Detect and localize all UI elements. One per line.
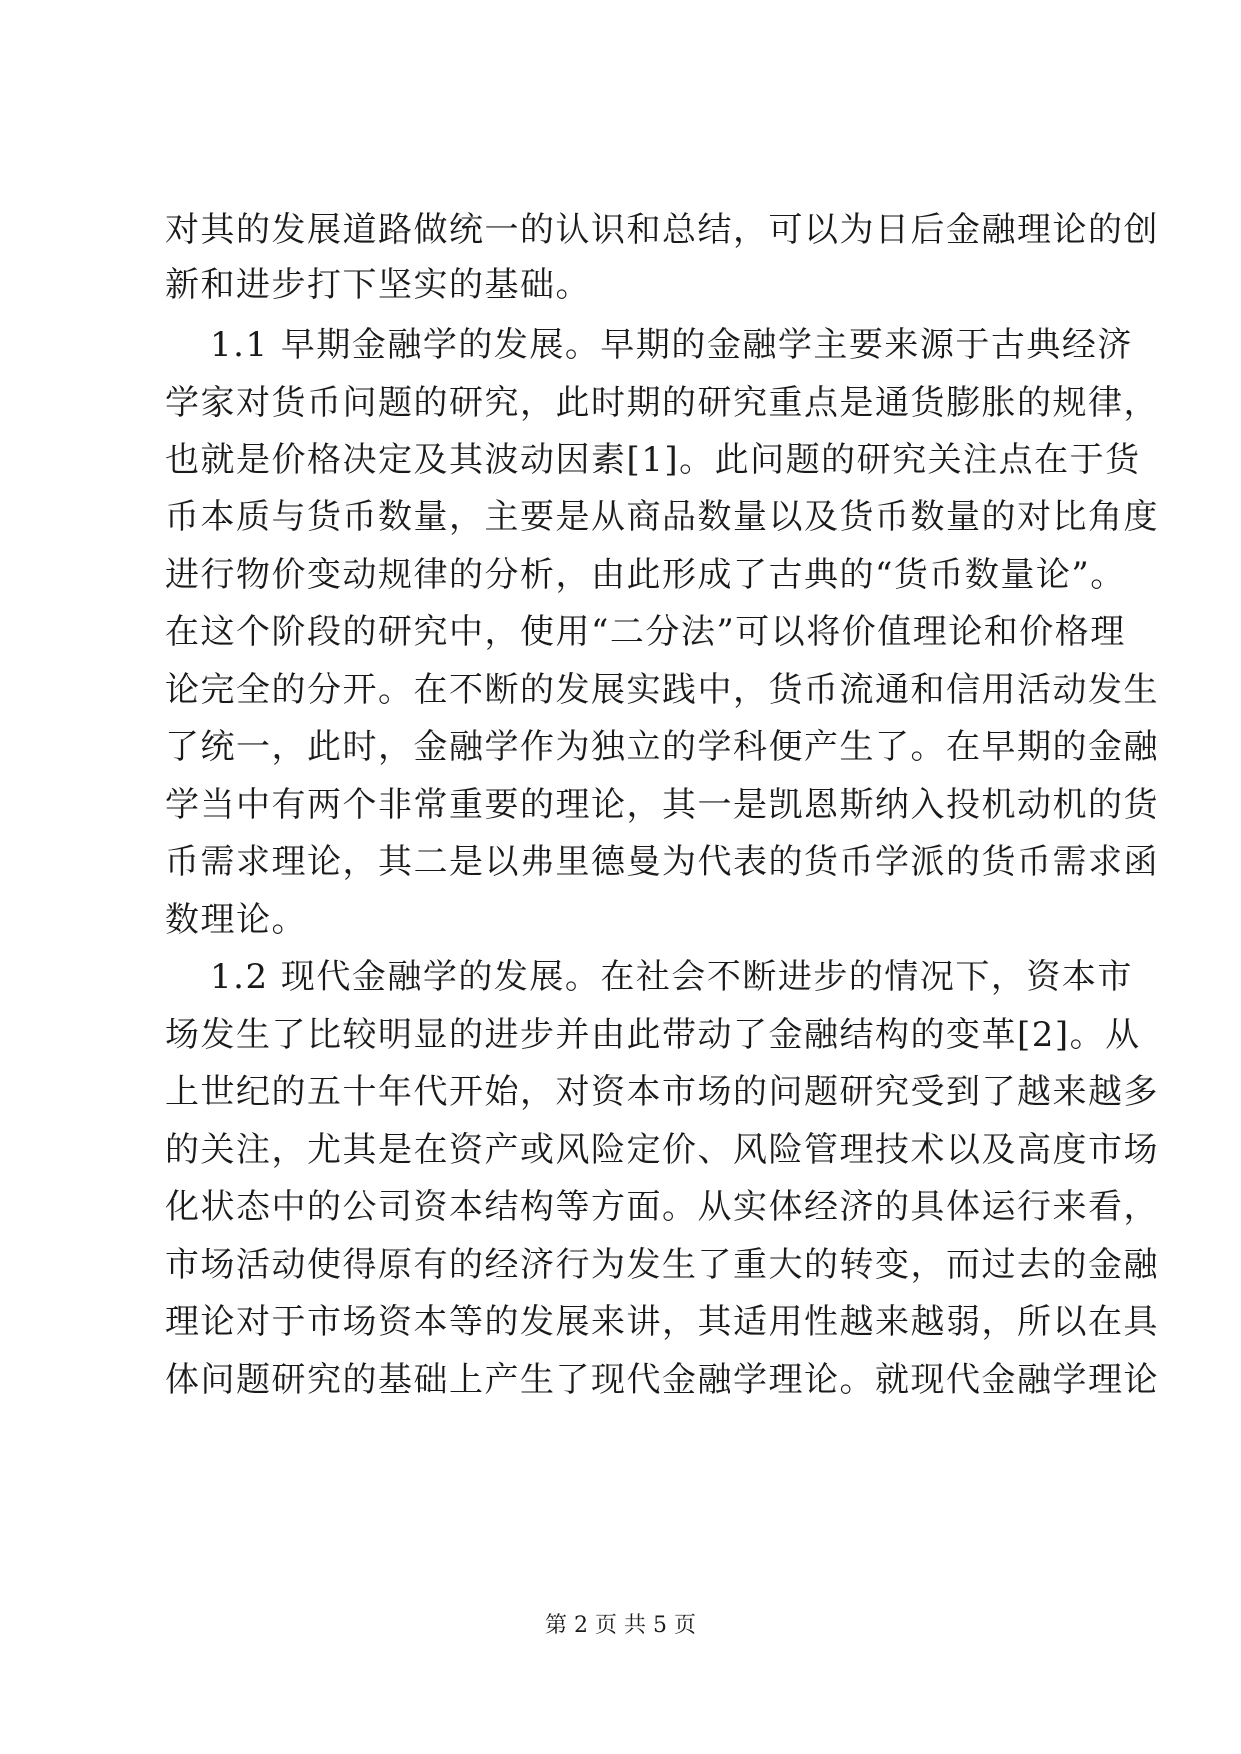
body-line-15: 场发生了比较明显的进步并由此带动了金融结构的变革[2]。从 bbox=[165, 1015, 1141, 1055]
body-line-10: 了统一，此时，金融学作为独立的学科便产生了。在早期的金融 bbox=[165, 727, 1159, 767]
page-footer: 第 2 页 共 5 页 bbox=[545, 1613, 696, 1638]
body-line-2: 新和进步打下坚实的基础。 bbox=[165, 265, 591, 305]
body-line-7: 进行物价变动规律的分析，由此形成了古典的“货币数量论”。 bbox=[165, 555, 1126, 595]
body-line-6: 币本质与货币数量，主要是从商品数量以及货币数量的对比角度 bbox=[165, 497, 1159, 537]
body-line-19: 市场活动使得原有的经济行为发生了重大的转变，而过去的金融 bbox=[165, 1245, 1159, 1285]
body-line-12: 币需求理论，其二是以弗里德曼为代表的货币学派的货币需求函 bbox=[165, 842, 1159, 882]
body-line-9: 论完全的分开。在不断的发展实践中，货币流通和信用活动发生 bbox=[165, 670, 1159, 710]
section-1-2-heading-line: 1.2 现代金融学的发展。在社会不断进步的情况下，资本市 bbox=[210, 957, 1133, 997]
body-line-18: 化状态中的公司资本结构等方面。从实体经济的具体运行来看， bbox=[165, 1187, 1159, 1227]
body-line-4: 学家对货币问题的研究，此时期的研究重点是通货膨胀的规律， bbox=[165, 383, 1159, 423]
body-line-20: 理论对于市场资本等的发展来讲，其适用性越来越弱，所以在具 bbox=[165, 1302, 1159, 1342]
body-line-8: 在这个阶段的研究中，使用“二分法”可以将价值理论和价格理 bbox=[165, 612, 1126, 652]
body-line-1: 对其的发展道路做统一的认识和总结，可以为日后金融理论的创 bbox=[165, 210, 1159, 250]
section-1-1-heading-line: 1.1 早期金融学的发展。早期的金融学主要来源于古典经济 bbox=[210, 325, 1133, 365]
body-line-17: 的关注，尤其是在资产或风险定价、风险管理技术以及高度市场 bbox=[165, 1130, 1159, 1170]
body-line-21: 体问题研究的基础上产生了现代金融学理论。就现代金融学理论 bbox=[165, 1360, 1159, 1400]
body-line-16: 上世纪的五十年代开始，对资本市场的问题研究受到了越来越多 bbox=[165, 1072, 1159, 1112]
body-line-5: 也就是价格决定及其波动因素[1]。此问题的研究关注点在于货 bbox=[165, 440, 1141, 480]
body-line-13: 数理论。 bbox=[165, 900, 307, 940]
body-line-11: 学当中有两个非常重要的理论，其一是凯恩斯纳入投机动机的货 bbox=[165, 785, 1159, 825]
